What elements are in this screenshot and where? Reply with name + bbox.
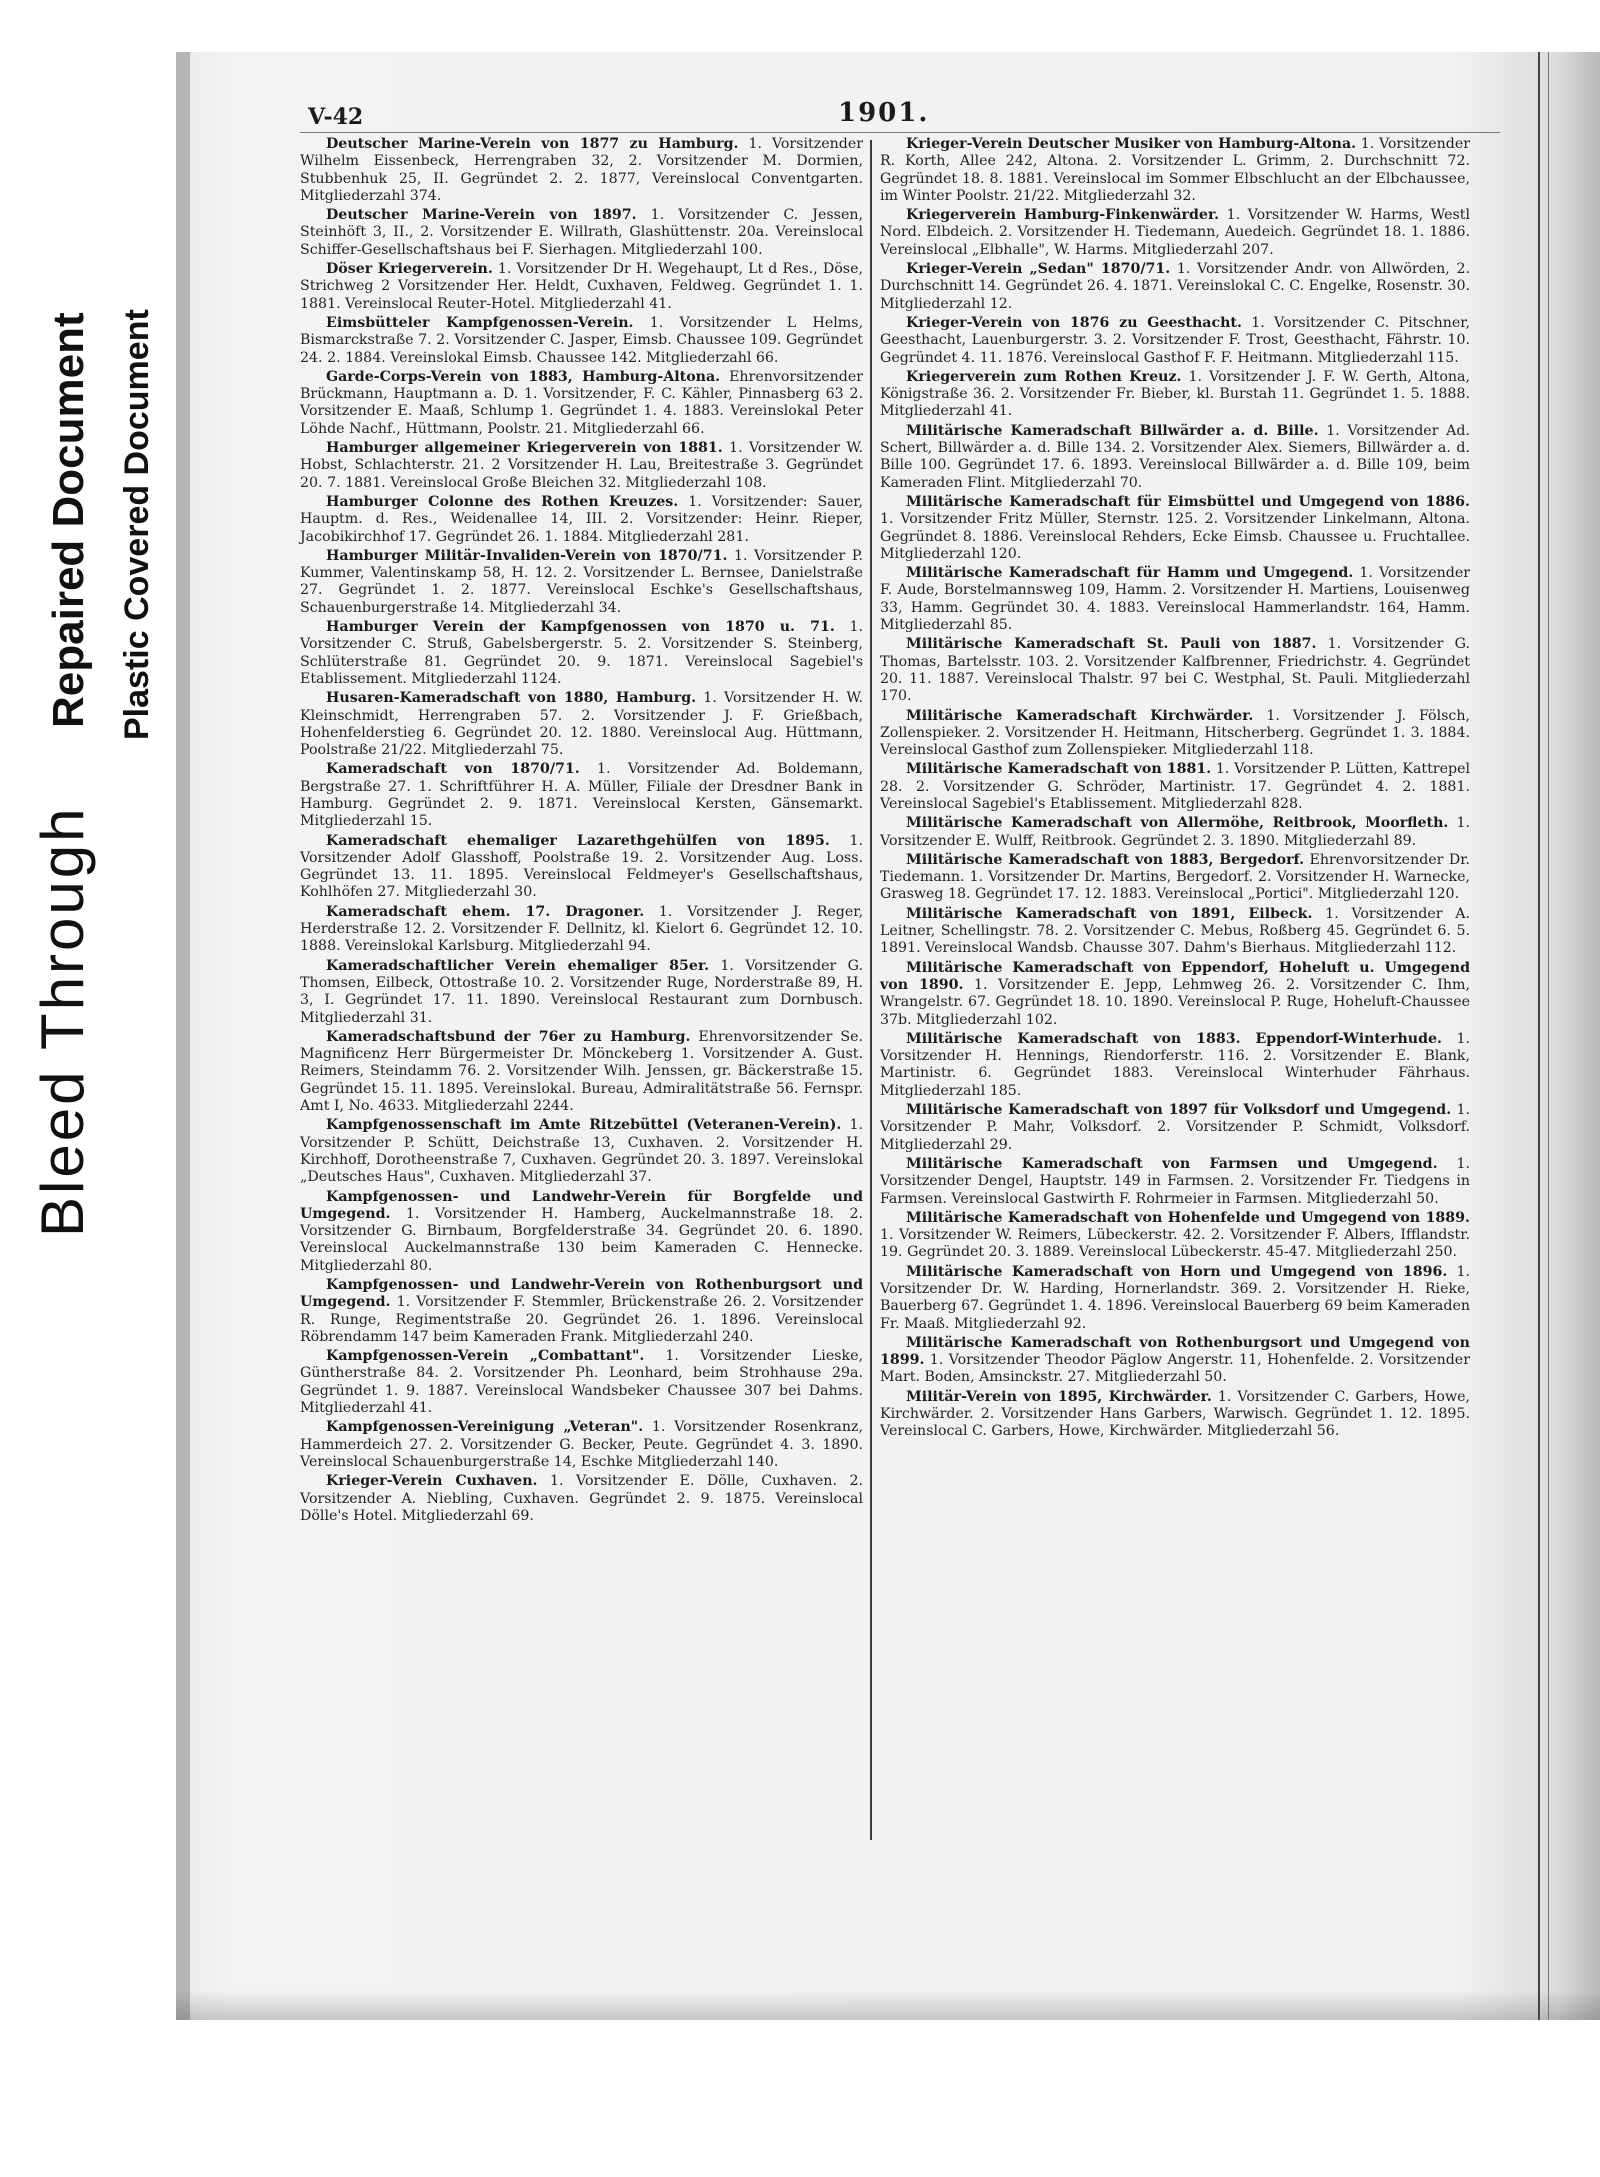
entry-name: Militärische Kameradschaft von 1883, Bergedorf. (906, 851, 1305, 868)
entry-body: 1. Vorsitzender E. Jepp, Lehmweg 26. 2. Vorsitzender C. Ihm, Wrangelstr. 67. Gegründet 18. 10. 1890. Vereinslocal P. Ruge, Hoheluft-Chaussee 37b. Mitgliederzahl 102. (880, 976, 1470, 1028)
entry-body: 1. Vorsitzender J. F. W. Gerth, Altona, Königstraße 36. 2. Vorsitzender Fr. Bieber, kl. Burstah 11. Gegründet 1. 5. 1888. Mitgliederzahl 41. (880, 368, 1470, 420)
entry-name: Hamburger allgemeiner Kriegerverein von 1881. (326, 440, 723, 457)
entry-name: Militärische Kameradschaft von 1891, Eilbeck. (906, 905, 1313, 922)
entry-body: 1. Vorsitzender Ad. Schert, Billwärder a. d. Bille 134. 2. Vorsitzender Alex. Siemers, Billwärder a. d. Bille 100. Gegründet 17. 6. 1893. Vereinslocal Billwärder a. d. Bille 109, beim Kameraden Flint. Mitgliederzahl 70. (880, 422, 1471, 491)
entry-body: 1. Vorsitzender P. Kummer, Valentinskamp 58, H. 12. 2. Vorsitzender L. Bernsee, Danielstraße 27. Gegründet 1. 2. 1877. Vereinslocal Eschke's Gesellschaftshaus, Schauenburgerstraße 14. Mitgliederzahl 34. (300, 547, 864, 616)
entry-body: 1. Vorsitzender H. W. Kleinschmidt, Herrengraben 57. 2. Vorsitzender J. F. Grießbach, Hohenfelderstieg 6. Gegründet 20. 12. 1880. Vereinslocal Aug. Hüttmann, Poolstraße 21/22. Mitgliederzahl 75. (300, 690, 863, 759)
entry-body: 1. Vorsitzender G. Thomas, Bartelsstr. 103. 2. Vorsitzender Kalfbrenner, Friedrichstr. 4. Gegründet 20. 11. 1887. Vereinslocal Thalstr. 97 bei C. Westphal, St. Pauli. Mitgliederzahl 170. (880, 636, 1471, 705)
entry-name: Kriegerverein zum Rothen Kreuz. (906, 368, 1182, 385)
entry-name: Militärische Kameradschaft von Hohenfelde und Umgegend von 1889. (906, 1209, 1470, 1226)
directory-entry (880, 815, 1470, 850)
directory-entry (880, 1335, 1470, 1387)
entry-body: 1. Vorsitzender Andr. von Allwörden, 2. Durchschnitt 14. Gegründet 26. 4. 1871. Vereinslokal C. C. Engelke, Rosenstr. 30. Mitgliederzahl 12. (880, 261, 1470, 312)
directory-entry (880, 136, 1470, 205)
directory-entry (300, 315, 863, 367)
directory-entry (880, 761, 1470, 813)
page-edge (176, 52, 190, 2020)
entry-body: 1. Vorsitzender F. Stemmler, Brückenstraße 26. 2. Vorsitzender R. Runge, Regimentstraße 20. Gegründet 26. 1. 1896. Vereinslocal Röbrendamm 147 beim Kameraden Frank. Mitgliederzahl 240. (300, 1294, 864, 1345)
directory-entry (880, 1264, 1470, 1333)
entry-name: Krieger-Verein Cuxhaven. (326, 1473, 538, 1490)
directory-entry (300, 136, 863, 205)
directory-entry (300, 761, 863, 830)
entry-body: 1. Vorsitzender Theodor Päglow Angerstr. 11, Hohenfelde. 2. Vorsitzender Mart. Boden, Amsinckstr. 27. Mitgliederzahl 50. (880, 1352, 1470, 1386)
label-strip (0, 52, 176, 2020)
entry-name: Krieger-Verein von 1876 zu Geesthacht. (906, 314, 1242, 331)
entry-body: 1. Vorsitzender E. Wulff, Reitbrook. Gegründet 2. 3. 1890. Mitgliederzahl 89. (880, 815, 1470, 849)
page-bottom-shadow (176, 1990, 1600, 2020)
entry-body: 1. Vorsitzender C. Struß, Gabelsbergerstr. 5. 2. Vorsitzender S. Steinberg, Schlüterstraße 81. Gegründet 20. 9. 1871. Vereinslocal Sagebiel's Etablissement. Mitgliederzahl 1124. (300, 619, 863, 687)
entry-body: Ehrenvorsitzender Brückmann, Hauptmann a. D. 1. Vorsitzender, F. C. Kähler, Pinnasberg 63 2. Vorsitzender E. Maaß, Schlump 1. Gegründet 1. 4. 1883. Vereinslokal Peter Löhde Nachf., Hüttmann, Poolstr. 21. Mitgliederzahl 66. (300, 368, 863, 437)
right-column (880, 136, 1470, 1443)
entry-name: Kampfgenossenschaft im Amte Ritzebüttel (Veteranen-Verein). (326, 1117, 842, 1134)
entry-body: 1. Vorsitzender: Sauer, Hauptm. d. Res., Weidenallee 14, III. 2. Vorsitzender: Heinr. Rieper, Jacobikirchhof 17. Gegründet 26. 1. 1884. Mitgliederzahl 281. (300, 493, 863, 545)
entry-body: 1. Vorsitzender Dr H. Wegehaupt, Lt d Res., Döse, Strichweg 2 Vorsitzender Her. Heldt, Cuxhaven, Feldweg. Gegründet 1. 1. 1881. Vereinslocal Reuter-Hotel. Mitgliederzahl 41. (300, 261, 863, 312)
entry-body: 1. Vorsitzender G. Thomsen, Eilbeck, Ottostraße 10. 2. Vorsitzender Ruge, Norderstraße 89, H. 3, I. Gegründet 17. 11. 1890. Vereinslocal Restaurant zum Dornbusch. Mitgliederzahl 31. (300, 957, 863, 1026)
entry-name: Militärische Kameradschaft für Eimsbüttel und Umgegend von 1886. (906, 493, 1470, 510)
entry-body: 1. Vorsitzender Ad. Boldemann, Bergstraße 27. 1. Schriftführer H. A. Müller, Filiale der Dresdner Bank in Hamburg. Gegründet 2. 9. 1871. Vereinslocal Kersten, Gänsemarkt. Mitgliederzahl 15. (300, 761, 864, 830)
entry-name: Kampfgenossen-Verein „Combattant". (326, 1348, 645, 1365)
entry-body: 1. Vorsitzender E. Dölle, Cuxhaven. 2. Vorsitzender A. Niebling, Cuxhaven. Gegründet 2. 9. 1875. Vereinslocal Dölle's Hotel. Mitgliederzahl 69. (300, 1473, 863, 1524)
label-plastic-covered: Plastic Covered Document (118, 309, 156, 740)
directory-entry (880, 369, 1470, 421)
page-year: 1901. (838, 98, 930, 128)
entry-name: Deutscher Marine-Verein von 1897. (326, 207, 637, 224)
directory-entry (300, 548, 863, 617)
entry-body: 1. Vorsitzender C. Jessen, Steinhöft 3, II., 2. Vorsitzender E. Willrath, Glashüttenstr. 20a. Vereinslocal Schiffer-Gesellschaftshaus bei F. Sierhagen. Mitgliederzahl 100. (300, 207, 863, 258)
directory-entry (300, 690, 863, 759)
entry-name: Hamburger Verein der Kampfgenossen von 1870 u. 71. (326, 619, 835, 636)
entry-name: Militärische Kameradschaft für Hamm und Umgegend. (906, 565, 1354, 582)
entry-body: Ehrenvorsitzender Se. Magnificenz Herr Bürgermeister Dr. Mönckeberg 1. Vorsitzender A. Gust. Reimers, Steindamm 76. 2. Vorsitzender Wilh. Jenssen, gr. Bäckerstraße 15. Gegründet 15. 11. 1895. Vereinslokal. Bureau, Admiralitätstraße 56. Fernspr. Amt I, No. 4633. Mitgliederzahl 2244. (300, 1028, 863, 1115)
entry-name: Husaren-Kameradschaft von 1880, Hamburg. (326, 690, 697, 707)
entry-body: 1. Vorsitzender Fritz Müller, Sternstr. 125. 2. Vorsitzender Linkelmann, Altona. Gegründet 8. 1886. Vereinslocal Rehders, Ecke Eimsb. Chaussee u. Fruchtallee. Mitgliederzahl 120. (880, 511, 1470, 562)
directory-entry (880, 1210, 1470, 1262)
directory-entry (300, 1348, 863, 1417)
directory-entry (880, 708, 1470, 760)
entry-name: Deutscher Marine-Verein von 1877 zu Hamburg. (326, 136, 739, 152)
entry-name: Militärische Kameradschaft von Allermöhe, Reitbrook, Moorfleth. (906, 815, 1449, 832)
entry-name: Kameradschaftlicher Verein ehemaliger 85er. (326, 957, 710, 974)
directory-entry (880, 423, 1470, 492)
entry-body: 1. Vorsitzender J. Reger, Herderstraße 12. 2. Vorsitzender F. Dellnitz, kl. Kielort 6. Gegründet 12. 10. 1888. Vereinslokal Karlsburg. Mitgliederzahl 94. (300, 903, 863, 955)
directory-entry (880, 315, 1470, 367)
label-bleed-through: Bleed Through (29, 805, 96, 1237)
entry-body: 1. Vorsitzender C. Garbers, Howe, Kirchwärder. 2. Vorsitzender Hans Garbers, Warwisch. Gegründet 1. 12. 1895. Vereinslocal C. Garbers, Howe, Kirchwärder. Mitgliederzahl 56. (880, 1388, 1470, 1440)
entry-body: 1. Vorsitzender W. Hobst, Schlachterstr. 21. 2 Vorsitzender H. Lau, Breitestraße 3. Gegründet 20. 7. 1881. Vereinslocal Große Bleichen 32. Mitgliederzahl 108. (300, 440, 863, 491)
directory-entry (300, 1189, 863, 1275)
entry-body: 1. Vorsitzender J. Fölsch, Zollenspieker. 2. Vorsitzender H. Heitmann, Hitscherberg. Gegründet 1. 3. 1884. Vereinslocal Gasthof zum Zollenspieker. Mitgliederzahl 118. (880, 707, 1471, 759)
entry-body: 1. Vorsitzender H. Hennings, Riendorferstr. 116. 2. Vorsitzender E. Blank, Martinistr. 6. Gegründet 1883. Vereinslocal Winterhuder Fährhaus. Mitgliederzahl 185. (880, 1030, 1470, 1099)
entry-name: Kameradschaft von 1870/71. (326, 761, 580, 778)
entry-name: Militärische Kameradschaft von Eppendorf, Hoheluft u. Umgegend von 1890. (880, 959, 1470, 993)
entry-body: 1. Vorsitzender Rosenkranz, Hammerdeich 27. 2. Vorsitzender G. Becker, Peute. Gegründet 4. 3. 1890. Vereinslocal Schauenburgerstraße 14, Eschke Mitgliederzahl 140. (300, 1419, 864, 1470)
entry-name: Militär-Verein von 1895, Kirchwärder. (906, 1388, 1212, 1405)
entry-body: 1. Vorsitzender Adolf Glasshoff, Poolstraße 19. 2. Vorsitzender Aug. Loss. Gegründet 13. 11. 1895. Vereinslocal Feldmeyer's Gesellschaftshaus, Kohlhöfen 27. Mitgliederzahl 30. (300, 832, 864, 901)
entry-body: 1. Vorsitzender P. Lütten, Kattrepel 28. 2. Vorsitzender G. Schröder, Martinistr. 17. Gegründet 4. 2. 1881. Vereinslocal Sagebiel's Etablissement. Mitgliederzahl 828. (880, 761, 1470, 812)
directory-entry (880, 1102, 1470, 1154)
entry-name: Militärische Kameradschaft von 1883. Eppendorf-Winterhude. (906, 1030, 1442, 1047)
binding-line (1538, 52, 1540, 2020)
entry-name: Krieger-Verein Deutscher Musiker von Hamburg-Altona. (906, 136, 1357, 152)
entry-name: Militärische Kameradschaft Kirchwärder. (906, 707, 1254, 724)
directory-entry (880, 494, 1470, 563)
entry-body: 1. Vorsitzender W. Reimers, Lübeckerstr. 42. 2. Vorsitzender F. Albers, Ifflandstr. 19. Gegründet 20. 3. 1889. Vereinslocal Lübeckerstr. 45-47. Mitgliederzahl 250. (880, 1227, 1470, 1261)
directory-entry (300, 494, 863, 546)
entry-name: Kampfgenossen- und Landwehr-Verein für Borgfelde und Umgegend. (300, 1188, 863, 1222)
entry-body: 1. Vorsitzender H. Hamberg, Auckelmannstraße 18. 2. Vorsitzender G. Birnbaum, Borgfelderstraße 34. Gegründet 20. 6. 1890. Vereinslocal Auckelmannstraße 130 beim Kameraden C. Hennecke. Mitgliederzahl 80. (300, 1205, 863, 1274)
entry-name: Kameradschaft ehem. 17. Dragoner. (326, 903, 645, 920)
entry-name: Kameradschaft ehemaliger Lazarethgehülfen von 1895. (326, 832, 830, 849)
directory-entry (300, 1277, 863, 1346)
entry-name: Militärische Kameradschaft von Rothenburgsort und Umgegend von 1899. (880, 1334, 1470, 1369)
entry-name: Kriegerverein Hamburg-Finkenwärder. (906, 207, 1220, 224)
entry-name: Krieger-Verein „Sedan" 1870/71. (906, 261, 1171, 278)
entry-body: 1. Vorsitzender A. Leitner, Schellingstr. 78. 2. Vorsitzender C. Mebus, Roßberg 45. Gegründet 6. 5. 1891. Vereinslocal Wandsb. Chausse 307. Dahm's Bierhaus. Mitgliederzahl 112. (880, 905, 1470, 957)
directory-entry (880, 1389, 1470, 1441)
directory-entry (880, 565, 1470, 634)
directory-entry (300, 958, 863, 1027)
entry-body: 1. Vorsitzender L Helms, Bismarckstraße 7. 2. Vorsitzender C. Jasper, Eimsb. Chaussee 109. Gegründet 24. 2. 1884. Vereinslokal Eimsb. Chaussee 142. Mitgliederzahl 66. (300, 314, 864, 366)
entry-body: 1. Vorsitzender Dr. W. Harding, Hornerlandstr. 369. 2. Vorsitzender H. Rieke, Bauerberg 67. Gegründet 1. 4. 1896. Vereinslocal Bauerberg 69 beim Kameraden Fr. Maaß. Mitgliederzahl 92. (880, 1263, 1470, 1332)
directory-entry (300, 619, 863, 688)
directory-entry (300, 261, 863, 313)
directory-entry (880, 636, 1470, 705)
directory-entry (300, 1117, 863, 1186)
entry-name: Militärische Kameradschaft St. Pauli von 1887. (906, 636, 1317, 653)
entry-body: 1. Vorsitzender Lieske, Güntherstraße 84. 2. Vorsitzender Ph. Leonhard, beim Strohhause 29a. Gegründet 1. 9. 1887. Vereinslocal Wandsbeker Chaussee 307 bei Dahms. Mitgliederzahl 41. (300, 1348, 864, 1417)
directory-entry (300, 904, 863, 956)
directory-entry (880, 906, 1470, 958)
entry-name: Militärische Kameradschaft Billwärder a. d. Bille. (906, 422, 1319, 439)
entry-body: 1. Vorsitzender Dengel, Hauptstr. 149 in Farmsen. 2. Vorsitzender Fr. Tiedgens in Farmsen. Vereinslocal Gastwirth F. Rohrmeier in Farmsen. Mitgliederzahl 50. (880, 1155, 1470, 1207)
entry-body: 1. Vorsitzender F. Aude, Borstelmannsweg 109, Hamm. 2. Vorsitzender H. Martiens, Louisenweg 33, Hamm. Gegründet 30. 4. 1883. Vereinslocal Hammerlandstr. 164, Hamm. Mitgliederzahl 85. (880, 565, 1470, 634)
directory-entry (880, 207, 1470, 259)
entry-body: 1. Vorsitzender P. Mahr, Volksdorf. 2. Vorsitzender P. Schmidt, Volksdorf. Mitgliederzahl 29. (880, 1102, 1470, 1153)
page-number: V-42 (308, 104, 364, 130)
entry-name: Kameradschaftsbund der 76er zu Hamburg. (326, 1028, 691, 1045)
directory-entry (300, 1029, 863, 1115)
entry-name: Militärische Kameradschaft von Horn und Umgegend von 1896. (906, 1263, 1448, 1280)
entry-name: Militärische Kameradschaft von Farmsen und Umgegend. (906, 1155, 1438, 1172)
entry-name: Garde-Corps-Verein von 1883, Hamburg-Altona. (326, 368, 721, 385)
entry-name: Militärische Kameradschaft von 1897 für Volksdorf und Umgegend. (906, 1102, 1452, 1119)
header-rule (300, 132, 1500, 133)
directory-entry (300, 1419, 863, 1471)
entry-name: Hamburger Militär-Invaliden-Verein von 1870/71. (326, 547, 728, 564)
entry-body: 1. Vorsitzender W. Harms, Westl Nord. Elbdeich. 2. Vorsitzender H. Tiedemann, Auedeich. Gegründet 18. 1. 1886. Vereinslocal „Elbhalle", W. Harms. Mitgliederzahl 207. (880, 207, 1471, 258)
column-divider (870, 140, 872, 1840)
directory-entry (880, 852, 1470, 904)
entry-body: 1. Vorsitzender C. Pitschner, Geesthacht, Lauenburgerstr. 3. 2. Vorsitzender F. Trost, Geesthacht, Fährstr. 10. Gegründet 4. 11. 1876. Vereinslocal Gasthof F. F. Heitmann. Mitgliederzahl 115. (880, 314, 1470, 366)
entry-body: 1. Vorsitzender R. Korth, Allee 242, Altona. 2. Vorsitzender L. Grimm, 2. Durchschnitt 72. Gegründet 18. 8. 1881. Vereinslocal im Sommer Elbschlucht an der Elbchaussee, im Winter Poolstr. 21/22. Mitgliederzahl 32. (880, 136, 1470, 204)
directory-entry (300, 440, 863, 492)
directory-entry (880, 1031, 1470, 1100)
label-repaired-document: Repaired Document (44, 312, 93, 728)
directory-entry (880, 960, 1470, 1029)
entry-name: Döser Kriegerverein. (326, 261, 493, 278)
entry-body: 1. Vorsitzender P. Schütt, Deichstraße 13, Cuxhaven. 2. Vorsitzender H. Kirchhoff, Dorotheenstraße 7, Cuxhaven. Gegründet 20. 3. 1897. Vereinslokal „Deutsches Haus", Cuxhaven. Mitgliederzahl 37. (300, 1117, 864, 1186)
directory-entry (300, 369, 863, 438)
entry-body: Ehrenvorsitzender Dr. Tiedemann. 1. Vorsitzender Dr. Martins, Bergedorf. 2. Vorsitzender H. Warnecke, Grasweg 18. Gegründet 17. 12. 1883. Vereinslocal „Portici". Mitgliederzahl 120. (880, 851, 1470, 903)
directory-entry (300, 833, 863, 902)
directory-entry (880, 1156, 1470, 1208)
directory-entry (300, 1473, 863, 1525)
entry-name: Militärische Kameradschaft von 1881. (906, 761, 1212, 778)
left-column (300, 136, 863, 1527)
entry-name: Hamburger Colonne des Rothen Kreuzes. (326, 493, 679, 510)
entry-name: Kampfgenossen-Vereinigung „Veteran". (326, 1419, 644, 1436)
entry-name: Kampfgenossen- und Landwehr-Verein von Rothenburgsort und Umgegend. (300, 1277, 863, 1311)
binding-line-thin (1548, 52, 1549, 2020)
directory-entry (880, 261, 1470, 313)
entry-name: Eimsbütteler Kampfgenossen-Verein. (326, 314, 634, 331)
entry-body: 1. Vorsitzender Wilhelm Eissenbeck, Herrengraben 32, 2. Vorsitzender M. Dormien, Stubbenhuk 25, II. Gegründet 2. 2. 1877, Vereinslocal Conventgarten. Mitgliederzahl 374. (300, 136, 863, 204)
directory-entry (300, 207, 863, 259)
